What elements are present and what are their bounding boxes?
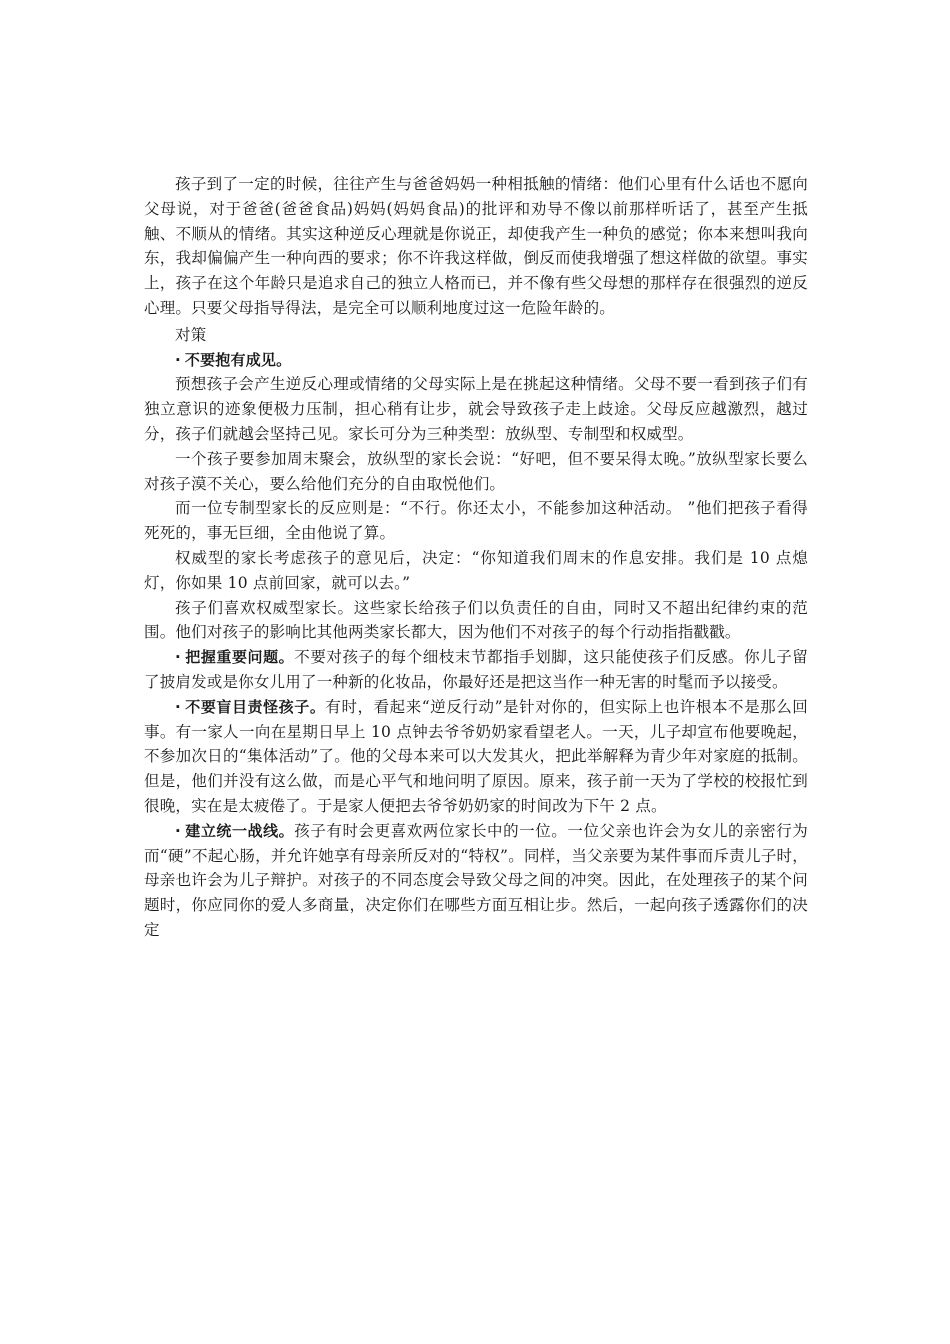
bullet-title: 建立统一战线。 <box>184 821 295 840</box>
bullet-title: 不要盲目责怪孩子。 <box>184 697 326 716</box>
bullet-text: 不要对孩子的每个细枝末节都指手划脚，这只能使孩子们反感。你儿子留了披肩发或是你女儿用了一种新的化妆品，你最好还是把这当作一种无害的时髦而予以接受。 <box>144 648 809 691</box>
bullet-dot: · <box>175 648 181 667</box>
paragraph-authoritative: 权威型的家长考虑孩子的意见后，决定：“你知道我们周末的作息安排。我们是 10 点熄灯，你如果 10 点前回家，就可以去。” <box>144 548 808 592</box>
intro-paragraph: 孩子到了一定的时候，往往产生与爸爸妈妈一种相抵触的情绪：他们心里有什么话也不愿向父母说，对于爸爸(爸爸食品)妈妈(妈妈食品)的批评和劝导不像以前那样听话了，甚至产生抵触、不顺从的情绪。其实这种逆反心理就是你说正，却使我产生一种负的感觉；你本来想叫我向东，我却偏偏产生一种向西的要求；你不许我这样做，倒反而使我增强了想这样做的欲望。事实上，孩子在这个年龄只是追求自己的独立人格而已，并不像有些父母想的那样存在很强烈的逆反心理。只要父母指导得法，是完全可以顺利地度过这一危险年龄的。 <box>144 175 808 317</box>
bullet-dot: · <box>175 350 181 369</box>
bullet-key-issues <box>144 645 808 695</box>
bullet-dot: · <box>175 697 181 716</box>
section-heading: 对策 <box>175 325 207 344</box>
bullet-dot: · <box>175 821 181 840</box>
bullet-text: 孩子有时会更喜欢两位家长中的一位。一位父亲也许会为女儿的亲密行为而“硬”不起心肠，并允许她享有母亲所反对的“特权”。同样，当父亲要为某件事而斥责儿子时，母亲也许会为儿子辩护。对孩子的不同态度会导致父母之间的冲突。因此，在处理孩子的某个问题时，你应同你的爱人多商量，决定你们在哪些方面互相让步。然后，一起向孩子透露你们的决定 <box>144 821 809 939</box>
paragraph-permissive: 一个孩子要参加周末聚会，放纵型的家长会说：“好吧，但不要呆得太晚。”放纵型家长要么对孩子漠不关心，要么给他们充分的自由取悦他们。 <box>144 449 808 493</box>
paragraph-authoritarian: 而一位专制型家长的反应则是：“不行。你还太小，不能参加这种活动。 ”他们把孩子看得死死的，事无巨细，全由他说了算。 <box>144 499 808 543</box>
bullet-title: 不要抱有成见。 <box>184 350 292 369</box>
article-body <box>144 172 808 943</box>
bullet-united-front <box>144 819 808 943</box>
paragraph-parent-types: 预想孩子会产生逆反心理或情绪的父母实际上是在挑起这种情绪。父母不要一看到孩子们有独立意识的迹象便极力压制，担心稍有让步，就会导致孩子走上歧途。父母反应越激烈，越过分，孩子们就越会坚持己见。家长可分为三种类型：放纵型、专制型和权威型。 <box>144 375 808 443</box>
bullet-no-blame <box>144 695 808 819</box>
bullet-text: 有时，看起来“逆反行动”是针对你的，但实际上也许根本不是那么回事。有一家人一向在星期日早上 10 点钟去爷爷奶奶家看望老人。一天，儿子却宣布他要晚起，不参加次日的“集体活动”了。他的父母本来可以大发其火，把此举解释为青少年对家庭的抵制。但是，他们并没有这么做，而是心平气和地问明了原因。原来，孩子前一天为了学校的校报忙到很晚，实在是太疲倦了。于是家人便把去爷爷奶奶家的时间改为下午 2 点。 <box>144 697 808 815</box>
paragraph-kids-prefer: 孩子们喜欢权威型家长。这些家长给孩子们以负责任的自由，同时又不超出纪律约束的范围。他们对孩子的影响比其他两类家长都大，因为他们不对孩子的每个行动指指戳戳。 <box>144 598 808 642</box>
bullet-no-prejudice <box>144 348 808 373</box>
bullet-title: 把握重要问题。 <box>184 648 295 667</box>
